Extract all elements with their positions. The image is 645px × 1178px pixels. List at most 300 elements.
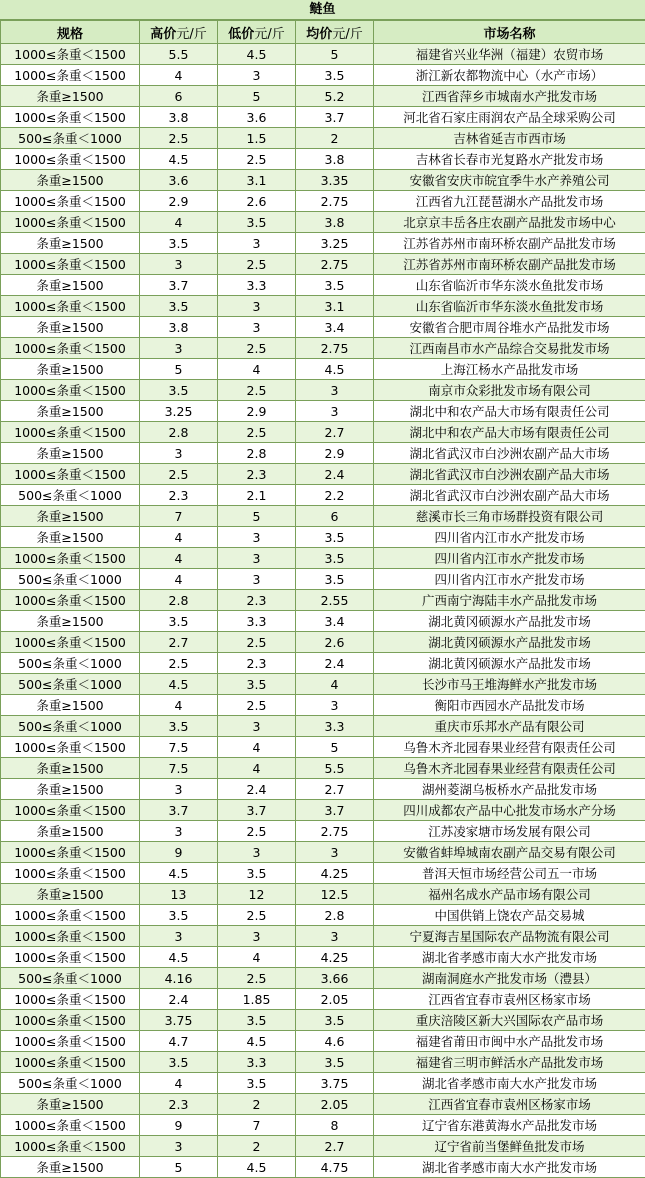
avg-price-cell: 3.8 xyxy=(296,212,374,233)
table-row xyxy=(1,1157,645,1178)
market-name-cell: 浙江新农都物流中心（水产市场） xyxy=(374,65,645,86)
spec-cell: 1000≤条重＜1500 xyxy=(1,905,140,926)
high-price-cell: 2.8 xyxy=(140,590,218,611)
high-price-cell: 4 xyxy=(140,527,218,548)
table-row xyxy=(1,779,645,800)
market-name-cell: 湖北省武汉市白沙洲农副产品大市场 xyxy=(374,443,645,464)
market-name-cell: 普洱天恒市场经营公司五一市场 xyxy=(374,863,645,884)
low-price-cell: 3.1 xyxy=(218,170,296,191)
spec-cell: 条重≥1500 xyxy=(1,317,140,338)
header-spec xyxy=(1,21,140,44)
market-name-cell: 福建省莆田市闽中水产品批发市场 xyxy=(374,1031,645,1052)
avg-price-cell: 2.55 xyxy=(296,590,374,611)
market-name-cell: 湖北省孝感市南大水产批发市场 xyxy=(374,1157,645,1178)
low-price-cell: 1.5 xyxy=(218,128,296,149)
market-name-cell: 福建省三明市鲜活水产品批发市场 xyxy=(374,1052,645,1073)
market-name-cell: 乌鲁木齐北园春果业经营有限责任公司 xyxy=(374,737,645,758)
high-price-cell: 4.5 xyxy=(140,947,218,968)
spec-cell: 500≤条重＜1000 xyxy=(1,569,140,590)
table-row xyxy=(1,1052,645,1073)
table-row xyxy=(1,674,645,695)
high-price-cell: 3 xyxy=(140,779,218,800)
avg-price-cell: 4.5 xyxy=(296,359,374,380)
spec-cell: 条重≥1500 xyxy=(1,506,140,527)
avg-price-cell: 3.5 xyxy=(296,65,374,86)
high-price-cell: 2.3 xyxy=(140,1094,218,1115)
market-name-cell: 安徽省蚌埠城南农副产品交易有限公司 xyxy=(374,842,645,863)
spec-cell: 1000≤条重＜1500 xyxy=(1,464,140,485)
market-name-cell: 四川省内江市水产批发市场 xyxy=(374,569,645,590)
spec-cell: 条重≥1500 xyxy=(1,443,140,464)
low-price-cell: 2 xyxy=(218,1136,296,1157)
high-price-cell: 3.5 xyxy=(140,1052,218,1073)
table-row xyxy=(1,65,645,86)
market-name-cell: 衡阳市西园水产品批发市场 xyxy=(374,695,645,716)
spec-cell: 条重≥1500 xyxy=(1,86,140,107)
high-price-cell: 3 xyxy=(140,443,218,464)
avg-price-cell: 3 xyxy=(296,842,374,863)
market-name-cell: 山东省临沂市华东淡水鱼批发市场 xyxy=(374,275,645,296)
low-price-cell: 3.5 xyxy=(218,212,296,233)
low-price-cell: 2 xyxy=(218,1094,296,1115)
low-price-cell: 2.4 xyxy=(218,779,296,800)
spec-cell: 1000≤条重＜1500 xyxy=(1,842,140,863)
table-row xyxy=(1,44,645,65)
high-price-cell: 3.5 xyxy=(140,380,218,401)
avg-price-cell: 12.5 xyxy=(296,884,374,905)
table-row xyxy=(1,275,645,296)
avg-price-cell: 2.05 xyxy=(296,1094,374,1115)
high-price-cell: 4.5 xyxy=(140,674,218,695)
spec-cell: 1000≤条重＜1500 xyxy=(1,863,140,884)
market-name-cell: 湖北省孝感市南大水产批发市场 xyxy=(374,1073,645,1094)
high-price-cell: 5 xyxy=(140,359,218,380)
low-price-cell: 2.3 xyxy=(218,464,296,485)
market-name-cell: 北京京丰岳各庄农副产品批发市场中心 xyxy=(374,212,645,233)
table-row xyxy=(1,758,645,779)
low-price-cell: 7 xyxy=(218,1115,296,1136)
market-name-cell: 江西省宜春市袁州区杨家市场 xyxy=(374,989,645,1010)
high-price-cell: 3 xyxy=(140,926,218,947)
header-avg-label: 均价 xyxy=(306,27,332,42)
spec-cell: 1000≤条重＜1500 xyxy=(1,1115,140,1136)
spec-cell: 500≤条重＜1000 xyxy=(1,674,140,695)
market-name-cell: 湖南洞庭水产批发市场（澧县） xyxy=(374,968,645,989)
avg-price-cell: 2.05 xyxy=(296,989,374,1010)
avg-price-cell: 5 xyxy=(296,737,374,758)
table-row xyxy=(1,947,645,968)
header-avg xyxy=(296,21,374,44)
spec-cell: 1000≤条重＜1500 xyxy=(1,44,140,65)
avg-price-cell: 3.4 xyxy=(296,611,374,632)
spec-cell: 1000≤条重＜1500 xyxy=(1,1136,140,1157)
table-row xyxy=(1,128,645,149)
low-price-cell: 2.5 xyxy=(218,380,296,401)
high-price-cell: 3.5 xyxy=(140,233,218,254)
low-price-cell: 2.8 xyxy=(218,443,296,464)
table-row xyxy=(1,611,645,632)
low-price-cell: 2.3 xyxy=(218,590,296,611)
low-price-cell: 2.9 xyxy=(218,401,296,422)
market-name-cell: 辽宁省前当堡鲜鱼批发市场 xyxy=(374,1136,645,1157)
spec-cell: 条重≥1500 xyxy=(1,401,140,422)
high-price-cell: 3.7 xyxy=(140,275,218,296)
spec-cell: 500≤条重＜1000 xyxy=(1,968,140,989)
table-row xyxy=(1,737,645,758)
high-price-cell: 3 xyxy=(140,254,218,275)
low-price-cell: 4 xyxy=(218,947,296,968)
low-price-cell: 3 xyxy=(218,842,296,863)
high-price-cell: 2.5 xyxy=(140,464,218,485)
high-price-cell: 6 xyxy=(140,86,218,107)
low-price-cell: 2.5 xyxy=(218,821,296,842)
low-price-cell: 3.3 xyxy=(218,611,296,632)
table-row xyxy=(1,527,645,548)
high-price-cell: 4 xyxy=(140,212,218,233)
avg-price-cell: 4.25 xyxy=(296,947,374,968)
avg-price-cell: 3.25 xyxy=(296,233,374,254)
avg-price-cell: 2.7 xyxy=(296,1136,374,1157)
low-price-cell: 2.5 xyxy=(218,422,296,443)
spec-cell: 500≤条重＜1000 xyxy=(1,485,140,506)
spec-cell: 条重≥1500 xyxy=(1,758,140,779)
high-price-cell: 3.8 xyxy=(140,317,218,338)
low-price-cell: 3.5 xyxy=(218,1073,296,1094)
table-row xyxy=(1,254,645,275)
high-price-cell: 5.5 xyxy=(140,44,218,65)
high-price-cell: 3.25 xyxy=(140,401,218,422)
avg-price-cell: 3.5 xyxy=(296,275,374,296)
low-price-cell: 4 xyxy=(218,737,296,758)
market-name-cell: 福建省兴业华洲（福建）农贸市场 xyxy=(374,44,645,65)
market-name-cell: 辽宁省东港黄海水产品批发市场 xyxy=(374,1115,645,1136)
avg-price-cell: 2.4 xyxy=(296,464,374,485)
low-price-cell: 4.5 xyxy=(218,1031,296,1052)
high-price-cell: 4 xyxy=(140,695,218,716)
spec-cell: 条重≥1500 xyxy=(1,821,140,842)
avg-price-cell: 3 xyxy=(296,926,374,947)
market-name-cell: 江苏凌家塘市场发展有限公司 xyxy=(374,821,645,842)
market-name-cell: 上海江杨水产品批发市场 xyxy=(374,359,645,380)
market-name-cell: 湖北省武汉市白沙洲农副产品大市场 xyxy=(374,464,645,485)
table-row xyxy=(1,1094,645,1115)
header-market-label: 市场名称 xyxy=(483,27,535,42)
high-price-cell: 3 xyxy=(140,1136,218,1157)
high-price-cell: 4 xyxy=(140,1073,218,1094)
spec-cell: 1000≤条重＜1500 xyxy=(1,65,140,86)
avg-price-cell: 2.7 xyxy=(296,422,374,443)
header-market xyxy=(374,21,645,44)
low-price-cell: 3 xyxy=(218,296,296,317)
high-price-cell: 9 xyxy=(140,1115,218,1136)
high-price-cell: 3.75 xyxy=(140,1010,218,1031)
high-price-cell: 2.4 xyxy=(140,989,218,1010)
table-row xyxy=(1,443,645,464)
header-low xyxy=(218,21,296,44)
avg-price-cell: 2.75 xyxy=(296,191,374,212)
high-price-cell: 3 xyxy=(140,821,218,842)
spec-cell: 1000≤条重＜1500 xyxy=(1,1031,140,1052)
spec-cell: 条重≥1500 xyxy=(1,1157,140,1178)
high-price-cell: 4 xyxy=(140,569,218,590)
table-row xyxy=(1,233,645,254)
table-row xyxy=(1,380,645,401)
market-name-cell: 江西省宜春市袁州区杨家市场 xyxy=(374,1094,645,1115)
high-price-cell: 5 xyxy=(140,1157,218,1178)
avg-price-cell: 5.2 xyxy=(296,86,374,107)
market-name-cell: 吉林省延吉市西市场 xyxy=(374,128,645,149)
table-row xyxy=(1,548,645,569)
avg-price-cell: 3.7 xyxy=(296,107,374,128)
high-price-cell: 2.5 xyxy=(140,653,218,674)
market-name-cell: 湖北黄冈硕源水产品批发市场 xyxy=(374,611,645,632)
market-name-cell: 河北省石家庄雨润农产品全球采购公司 xyxy=(374,107,645,128)
spec-cell: 条重≥1500 xyxy=(1,527,140,548)
market-name-cell: 宁夏海吉星国际农产品物流有限公司 xyxy=(374,926,645,947)
table-row xyxy=(1,86,645,107)
avg-price-cell: 3.5 xyxy=(296,548,374,569)
spec-cell: 条重≥1500 xyxy=(1,611,140,632)
low-price-cell: 3 xyxy=(218,65,296,86)
high-price-cell: 2.7 xyxy=(140,632,218,653)
table-row xyxy=(1,422,645,443)
market-name-cell: 江苏省苏州市南环桥农副产品批发市场 xyxy=(374,254,645,275)
high-price-cell: 7.5 xyxy=(140,758,218,779)
low-price-cell: 3.3 xyxy=(218,275,296,296)
market-name-cell: 江西省九江琵琶湖水产品批发市场 xyxy=(374,191,645,212)
low-price-cell: 3.5 xyxy=(218,863,296,884)
avg-price-cell: 3.5 xyxy=(296,569,374,590)
avg-price-cell: 3.7 xyxy=(296,800,374,821)
avg-price-cell: 3.35 xyxy=(296,170,374,191)
spec-cell: 500≤条重＜1000 xyxy=(1,716,140,737)
spec-cell: 1000≤条重＜1500 xyxy=(1,926,140,947)
market-name-cell: 湖北中和农产品大市场有限责任公司 xyxy=(374,422,645,443)
low-price-cell: 5 xyxy=(218,86,296,107)
low-price-cell: 3.3 xyxy=(218,1052,296,1073)
price-table xyxy=(0,20,645,1178)
low-price-cell: 3.5 xyxy=(218,674,296,695)
header-high-label: 高价 xyxy=(150,27,176,42)
high-price-cell: 3 xyxy=(140,338,218,359)
market-name-cell: 山东省临沂市华东淡水鱼批发市场 xyxy=(374,296,645,317)
spec-cell: 1000≤条重＜1500 xyxy=(1,296,140,317)
table-row xyxy=(1,653,645,674)
low-price-cell: 2.5 xyxy=(218,695,296,716)
high-price-cell: 3.5 xyxy=(140,716,218,737)
market-name-cell: 慈溪市长三角市场群投资有限公司 xyxy=(374,506,645,527)
avg-price-cell: 4.6 xyxy=(296,1031,374,1052)
spec-cell: 1000≤条重＜1500 xyxy=(1,800,140,821)
spec-cell: 1000≤条重＜1500 xyxy=(1,191,140,212)
low-price-cell: 4.5 xyxy=(218,44,296,65)
spec-cell: 条重≥1500 xyxy=(1,359,140,380)
avg-price-cell: 2.2 xyxy=(296,485,374,506)
spec-cell: 1000≤条重＜1500 xyxy=(1,947,140,968)
table-row xyxy=(1,632,645,653)
header-low-unit: 元/斤 xyxy=(254,27,284,42)
avg-price-cell: 4.75 xyxy=(296,1157,374,1178)
spec-cell: 1000≤条重＜1500 xyxy=(1,632,140,653)
avg-price-cell: 4.25 xyxy=(296,863,374,884)
avg-price-cell: 3.4 xyxy=(296,317,374,338)
high-price-cell: 2.3 xyxy=(140,485,218,506)
spec-cell: 1000≤条重＜1500 xyxy=(1,1052,140,1073)
high-price-cell: 3.5 xyxy=(140,905,218,926)
spec-cell: 1000≤条重＜1500 xyxy=(1,989,140,1010)
avg-price-cell: 2.75 xyxy=(296,338,374,359)
table-body xyxy=(1,44,645,1178)
low-price-cell: 4.5 xyxy=(218,1157,296,1178)
table-row xyxy=(1,212,645,233)
low-price-cell: 12 xyxy=(218,884,296,905)
low-price-cell: 2.5 xyxy=(218,905,296,926)
table-row xyxy=(1,569,645,590)
avg-price-cell: 6 xyxy=(296,506,374,527)
market-name-cell: 福州名成水产品市场有限公司 xyxy=(374,884,645,905)
spec-cell: 1000≤条重＜1500 xyxy=(1,212,140,233)
market-name-cell: 江苏省苏州市南环桥农副产品批发市场 xyxy=(374,233,645,254)
high-price-cell: 13 xyxy=(140,884,218,905)
low-price-cell: 2.6 xyxy=(218,191,296,212)
header-low-label: 低价 xyxy=(228,27,254,42)
table-row xyxy=(1,338,645,359)
low-price-cell: 3 xyxy=(218,527,296,548)
market-name-cell: 四川省内江市水产批发市场 xyxy=(374,548,645,569)
low-price-cell: 1.85 xyxy=(218,989,296,1010)
avg-price-cell: 8 xyxy=(296,1115,374,1136)
market-name-cell: 南京市众彩批发市场有限公司 xyxy=(374,380,645,401)
low-price-cell: 2.5 xyxy=(218,632,296,653)
header-avg-unit: 元/斤 xyxy=(332,27,362,42)
low-price-cell: 3.6 xyxy=(218,107,296,128)
table-row xyxy=(1,863,645,884)
market-name-cell: 长沙市马王堆海鲜水产批发市场 xyxy=(374,674,645,695)
table-row xyxy=(1,926,645,947)
avg-price-cell: 2.75 xyxy=(296,254,374,275)
spec-cell: 500≤条重＜1000 xyxy=(1,653,140,674)
market-name-cell: 湖州菱湖乌板桥水产品批发市场 xyxy=(374,779,645,800)
spec-cell: 1000≤条重＜1500 xyxy=(1,1010,140,1031)
table-row xyxy=(1,401,645,422)
market-name-cell: 湖北中和农产品大市场有限责任公司 xyxy=(374,401,645,422)
high-price-cell: 4.7 xyxy=(140,1031,218,1052)
low-price-cell: 3.7 xyxy=(218,800,296,821)
spec-cell: 1000≤条重＜1500 xyxy=(1,737,140,758)
low-price-cell: 3 xyxy=(218,233,296,254)
spec-cell: 1000≤条重＜1500 xyxy=(1,254,140,275)
market-name-cell: 重庆市乐邦水产品有限公司 xyxy=(374,716,645,737)
table-row xyxy=(1,1010,645,1031)
spec-cell: 500≤条重＜1000 xyxy=(1,1073,140,1094)
table-row xyxy=(1,485,645,506)
spec-cell: 1000≤条重＜1500 xyxy=(1,149,140,170)
market-name-cell: 江西省萍乡市城南水产批发市场 xyxy=(374,86,645,107)
high-price-cell: 3.7 xyxy=(140,800,218,821)
spec-cell: 条重≥1500 xyxy=(1,275,140,296)
market-name-cell: 乌鲁木齐北园春果业经营有限责任公司 xyxy=(374,758,645,779)
avg-price-cell: 3.75 xyxy=(296,1073,374,1094)
table-row xyxy=(1,884,645,905)
low-price-cell: 3 xyxy=(218,569,296,590)
avg-price-cell: 5.5 xyxy=(296,758,374,779)
spec-cell: 条重≥1500 xyxy=(1,779,140,800)
table-row xyxy=(1,149,645,170)
sheet-title: 鲢鱼 xyxy=(0,0,645,20)
low-price-cell: 2.5 xyxy=(218,968,296,989)
header-high xyxy=(140,21,218,44)
spec-cell: 1000≤条重＜1500 xyxy=(1,548,140,569)
high-price-cell: 2.8 xyxy=(140,422,218,443)
high-price-cell: 3.5 xyxy=(140,296,218,317)
spec-cell: 条重≥1500 xyxy=(1,695,140,716)
low-price-cell: 4 xyxy=(218,758,296,779)
avg-price-cell: 3.5 xyxy=(296,1052,374,1073)
market-name-cell: 湖北黄冈硕源水产品批发市场 xyxy=(374,653,645,674)
table-row xyxy=(1,1073,645,1094)
avg-price-cell: 3.8 xyxy=(296,149,374,170)
table-row xyxy=(1,1031,645,1052)
header-row xyxy=(1,21,645,44)
table-row xyxy=(1,968,645,989)
table-row xyxy=(1,821,645,842)
avg-price-cell: 2 xyxy=(296,128,374,149)
spec-cell: 条重≥1500 xyxy=(1,1094,140,1115)
table-row xyxy=(1,317,645,338)
avg-price-cell: 2.8 xyxy=(296,905,374,926)
low-price-cell: 3 xyxy=(218,317,296,338)
spec-cell: 1000≤条重＜1500 xyxy=(1,107,140,128)
avg-price-cell: 2.4 xyxy=(296,653,374,674)
avg-price-cell: 2.6 xyxy=(296,632,374,653)
spec-cell: 条重≥1500 xyxy=(1,233,140,254)
low-price-cell: 3 xyxy=(218,716,296,737)
low-price-cell: 4 xyxy=(218,359,296,380)
avg-price-cell: 3.5 xyxy=(296,527,374,548)
avg-price-cell: 3.1 xyxy=(296,296,374,317)
high-price-cell: 7 xyxy=(140,506,218,527)
low-price-cell: 3.5 xyxy=(218,1010,296,1031)
low-price-cell: 2.3 xyxy=(218,653,296,674)
table-row xyxy=(1,800,645,821)
market-name-cell: 重庆涪陵区新大兴国际农产品市场 xyxy=(374,1010,645,1031)
table-row xyxy=(1,506,645,527)
high-price-cell: 4 xyxy=(140,65,218,86)
high-price-cell: 3.6 xyxy=(140,170,218,191)
avg-price-cell: 4 xyxy=(296,674,374,695)
avg-price-cell: 3.66 xyxy=(296,968,374,989)
table-row xyxy=(1,170,645,191)
table-row xyxy=(1,842,645,863)
market-name-cell: 湖北省武汉市白沙洲农副产品大市场 xyxy=(374,485,645,506)
market-name-cell: 江西南昌市水产品综合交易批发市场 xyxy=(374,338,645,359)
market-name-cell: 中国供销上饶农产品交易城 xyxy=(374,905,645,926)
market-name-cell: 湖北黄冈硕源水产品批发市场 xyxy=(374,632,645,653)
header-high-unit: 元/斤 xyxy=(176,27,206,42)
high-price-cell: 2.5 xyxy=(140,128,218,149)
table-row xyxy=(1,590,645,611)
high-price-cell: 4.5 xyxy=(140,149,218,170)
table-row xyxy=(1,107,645,128)
table-row xyxy=(1,1115,645,1136)
high-price-cell: 4.16 xyxy=(140,968,218,989)
high-price-cell: 4.5 xyxy=(140,863,218,884)
market-name-cell: 广西南宁海陆丰水产品批发市场 xyxy=(374,590,645,611)
spec-cell: 500≤条重＜1000 xyxy=(1,128,140,149)
high-price-cell: 4 xyxy=(140,548,218,569)
high-price-cell: 9 xyxy=(140,842,218,863)
spec-cell: 1000≤条重＜1500 xyxy=(1,338,140,359)
